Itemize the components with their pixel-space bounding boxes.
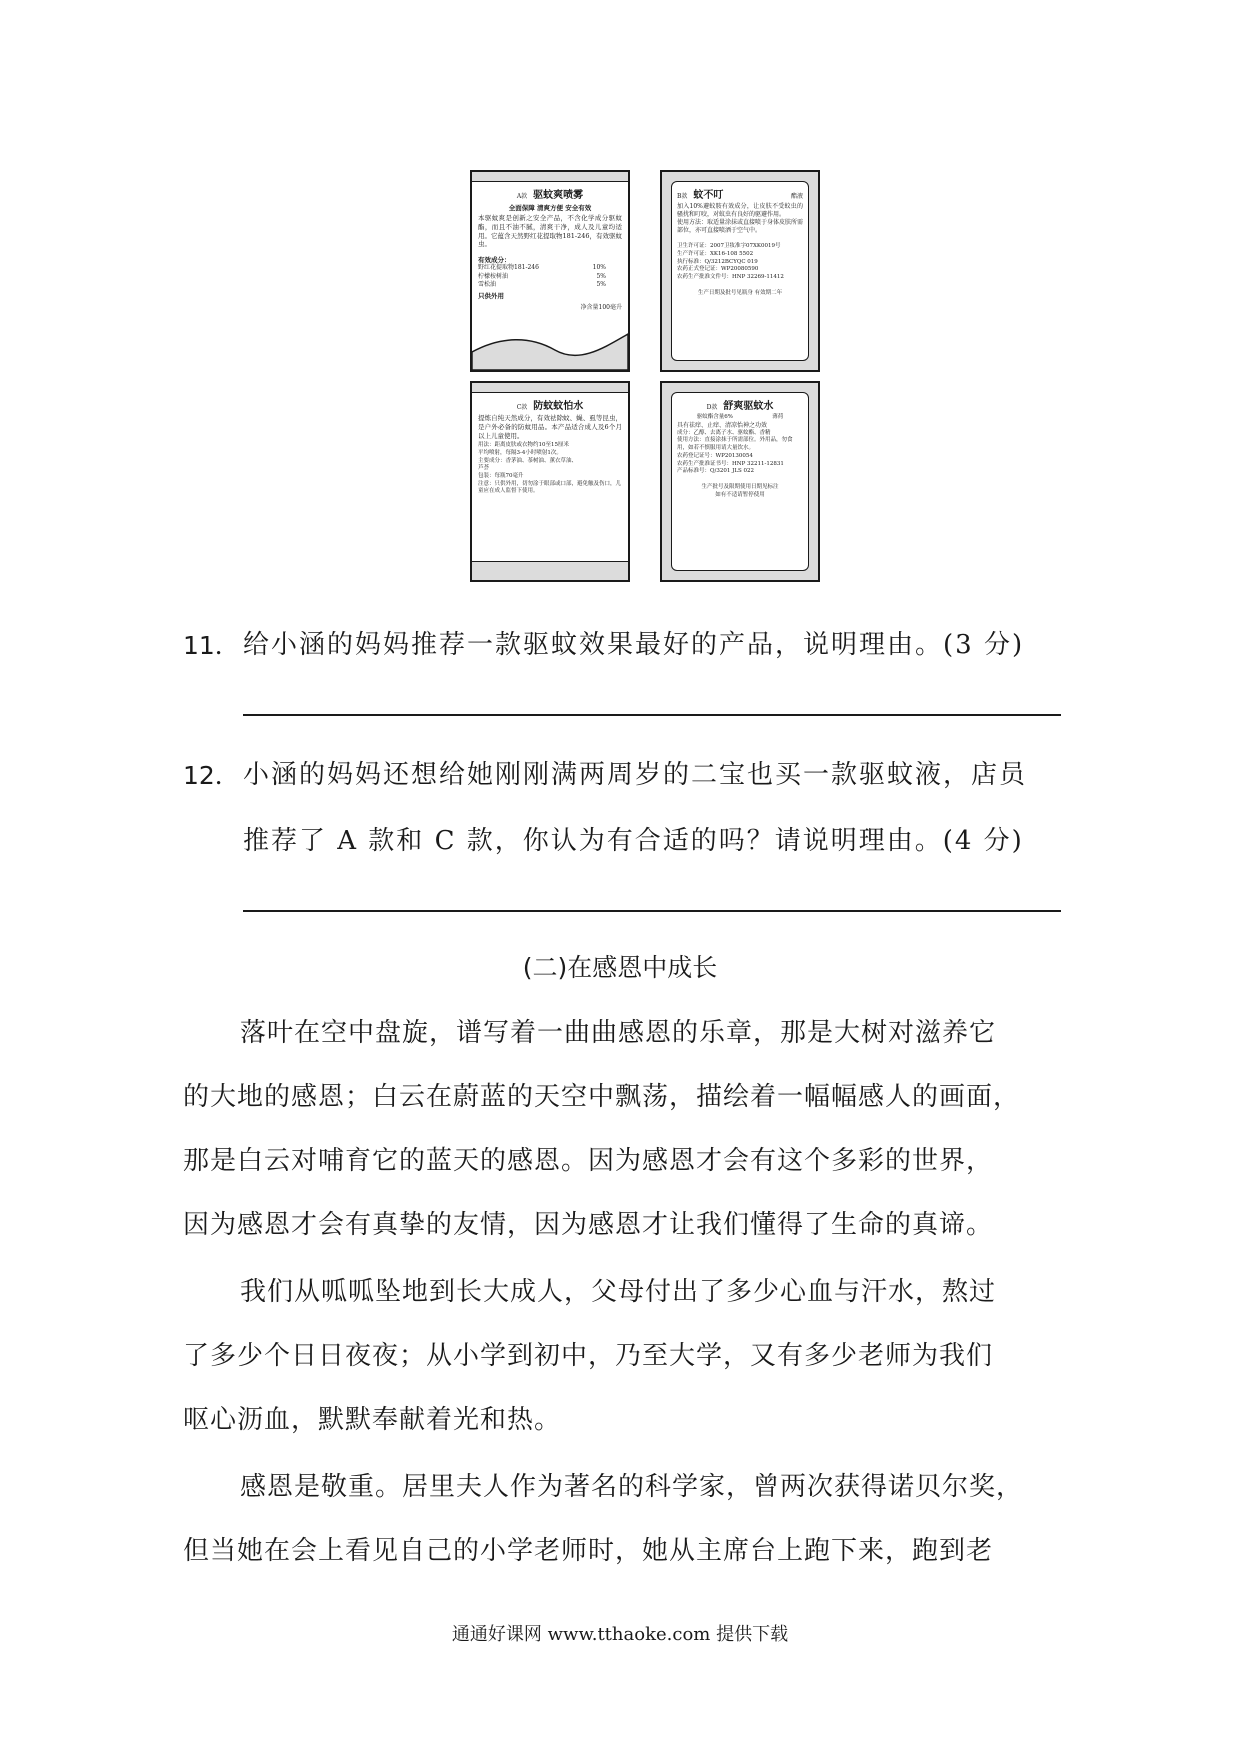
answer-line[interactable] <box>243 910 1061 912</box>
question-text: 推荐了 A 款和 C 款，你认为有合适的吗？请说明理由。(4 分) <box>243 826 1024 856</box>
passage-line: 因为感恩才会有真挚的友情，因为感恩才让我们懂得了生命的真谛。 <box>183 1210 994 1240</box>
product-c-detail: 主要成分：香茅油、茶树油、薰衣草油、 <box>478 457 578 464</box>
product-c-code: C款 <box>516 404 528 411</box>
product-d-content-line <box>677 414 803 422</box>
product-b-permit: 执行标准：Q/3212BCYQC 019 <box>677 258 758 265</box>
passage-line: 但当她在会上看见自己的小学老师时，她从主席台上跑下来，跑到老 <box>183 1536 994 1566</box>
product-d-scent: 薄荷 <box>772 414 784 420</box>
product-d-content: 驱蚊酯含量6% <box>696 414 733 420</box>
product-a-ingredient: 柠檬桉树油 5% <box>478 272 606 280</box>
product-b-usage: 使用方法：取适量涂抹或直接喷于身体皮肤所需部位，亦可直接喷洒于空气中。 <box>677 219 804 235</box>
product-c-detail: 包装：每瓶70毫升 <box>478 473 524 480</box>
page-footer: 通通好课网 www.tthaoke.com 提供下载 <box>451 1624 789 1645</box>
question-number: 12． <box>183 761 240 790</box>
product-a-name: 驱蚊爽喷雾 <box>533 190 584 201</box>
passage-line: 我们从呱呱坠地到长大成人，父母付出了多少心血与汗水，熬过 <box>240 1277 997 1307</box>
card-top-band <box>472 383 628 393</box>
product-b-permit: 生产许可证：XK16-108 5502 <box>677 251 754 258</box>
product-card-a <box>470 170 630 372</box>
product-c-header <box>478 397 622 412</box>
passage-line: 了多少个日日夜夜；从小学到初中，乃至大学，又有多少老师为我们 <box>183 1341 994 1371</box>
product-b-description: 加入10%避蚊胺有效成分，让皮肤不受蚊虫的骚扰和叮咬，对蚊虫有良好的驱避作用。 <box>677 203 803 219</box>
product-b-tag: 酯液 <box>790 193 803 200</box>
card-bottom-band <box>472 561 628 580</box>
product-c-name: 防蚊蚊怕水 <box>533 401 584 412</box>
card-wave-decoration <box>472 328 628 370</box>
product-a-net-content: 净含量100毫升 <box>580 304 622 312</box>
product-a-code: A款 <box>516 193 528 200</box>
product-b-name: 蚊不叮 <box>693 190 724 201</box>
product-a-ingredient: 雪松油 5% <box>478 281 606 289</box>
product-c-detail: 芦荟 <box>478 465 490 472</box>
product-c-detail: 用法：距离皮肤或衣物约10至15厘米 <box>478 442 569 449</box>
product-card-d <box>660 381 820 582</box>
product-d-permit: 农药生产批准证书号：HNP 32211-12831 <box>677 460 784 467</box>
product-d-permit: 农药登记证号：WP20130054 <box>677 452 753 459</box>
section-title: (二)在感恩中成长 <box>522 953 718 982</box>
product-b-code: B款 <box>677 193 688 200</box>
product-d-code: D款 <box>706 404 718 411</box>
product-c-detail: 注意：只供外用，切勿涂于眼部或口部，避免触及伤口，儿童应在成人监督下使用。 <box>478 480 622 495</box>
product-b-permit: 农药正式登记证：WP20080590 <box>677 266 759 273</box>
passage-line: 落叶在空中盘旋，谱写着一曲曲感恩的乐章，那是大树对滋养它 <box>240 1018 997 1048</box>
product-card-b <box>660 170 820 372</box>
product-c-detail: 平均喷射，每隔3-4小时喷射1次。 <box>478 449 562 456</box>
product-b-label <box>671 181 809 361</box>
answer-line[interactable] <box>243 714 1061 716</box>
card-top-band <box>472 172 628 182</box>
product-d-usage: 使用方法：直接涂抹于所需部位。外用品，勿食用，如若不慎服用请大量饮水。 <box>677 437 793 452</box>
product-a-ingredient: 野红花提取物181-246 10% <box>478 264 606 272</box>
product-d-footer: 如有不适请暂停使用 <box>715 491 765 498</box>
product-d-header <box>677 397 803 412</box>
question-text: 给小涵的妈妈推荐一款驱蚊效果最好的产品，说明理由。(3 分) <box>243 630 1025 660</box>
product-a-ingredients-title: 有效成分： <box>478 256 511 265</box>
product-d-footer: 生产批号及限期使用日期见标注 <box>701 483 779 490</box>
question-number: 11． <box>183 631 240 660</box>
product-d-permit: 产品标准号：Q/3201 JLS 022 <box>677 468 754 475</box>
product-d-label <box>671 392 809 571</box>
passage-line: 呕心沥血，默默奉献着光和热。 <box>183 1405 562 1435</box>
product-a-description: 本驱蚊爽是创新之安全产品，不含化学成分驱蚊酯，而且不油不腻，清爽干净，成人及儿童均适用。它蕴含天然野红花提取物181-246，有效驱蚊虫。 <box>478 214 623 249</box>
product-a-header <box>478 186 622 201</box>
passage-line: 的大地的感恩；白云在蔚蓝的天空中飘荡，描绘着一幅幅感人的画面， <box>183 1082 1021 1112</box>
product-a-slogan: 全面保障 清爽方便 安全有效 <box>508 204 592 212</box>
product-b-permit: 卫生许可证：2007卫妆准字07XK0019号 <box>677 243 781 250</box>
passage-line: 那是白云对哺育它的蓝天的感恩。因为感恩才会有这个多彩的世界， <box>183 1146 994 1176</box>
product-d-name: 舒爽驱蚊水 <box>723 401 774 412</box>
product-a-external-use: 只供外用 <box>478 292 504 301</box>
product-d-ingredients: 成分：乙醇、去离子水、驱蚊酯、香精 <box>677 429 771 436</box>
product-d-description: 具有祛痒、止痒、清凉怡神之功效 <box>677 421 768 429</box>
product-c-description: 提炼自纯天然成分，有效祛除蚊、蝇、虱等昆虫，是户外必备的防蚊用品。本产品适合成人及6个月以上儿童使用。 <box>478 414 622 440</box>
product-b-permit: 农药生产批准文件号：HNP 32269-11412 <box>677 274 784 281</box>
question-text: 小涵的妈妈还想给她刚刚满两周岁的二宝也买一款驱蚊液，店员 <box>243 760 1028 790</box>
passage-line: 感恩是敬重。居里夫人作为著名的科学家，曾两次获得诺贝尔奖， <box>240 1472 1024 1502</box>
product-card-c <box>470 381 630 582</box>
product-b-footer: 生产日期及批号见瓶身 有效期二年 <box>697 289 783 296</box>
product-b-header <box>677 186 803 201</box>
